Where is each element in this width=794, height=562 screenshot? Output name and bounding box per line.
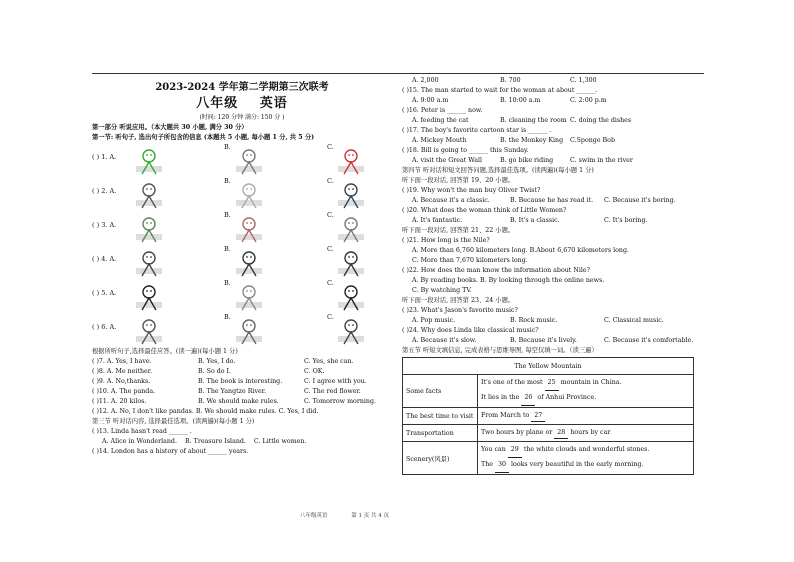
- option-a: A. Pop music.: [412, 317, 456, 324]
- question-row: [92, 377, 392, 387]
- row-content: [478, 425, 694, 442]
- option-a: A. Because it's slow.: [412, 337, 477, 344]
- option-b: B. 10:00 a.m: [500, 97, 541, 104]
- row-content: [478, 442, 694, 475]
- question-21-option-c: C. More than 7,670 kilometers long.: [412, 257, 528, 264]
- option-b: B. The Yangtze River.: [198, 388, 267, 395]
- section5-heading: 第五节 听短文填信息, 完成表格与思维导图, 每空仅填一词。（读三遍）: [402, 347, 598, 354]
- option-c-label: C.: [327, 279, 334, 287]
- question-15: ( )15. The man started to wait for the woman at about ______.: [402, 87, 598, 94]
- section2-heading: 根据所听句子,选择最佳应答。(读一遍)(每小题 1 分): [92, 348, 238, 355]
- answer-blank[interactable]: 30: [495, 458, 509, 473]
- option-a: ( )9. A. No,thanks.: [92, 378, 151, 385]
- page-footer: [300, 511, 411, 519]
- option-b-label: B.: [224, 279, 231, 287]
- table-row: [403, 408, 694, 425]
- box-icon: [134, 180, 164, 210]
- picture-question-row: [92, 143, 392, 177]
- option-b: B. The book is interesting.: [198, 378, 283, 385]
- exam-title: 2023-2024 学年第二学期第三次联考: [155, 82, 329, 93]
- question-19: ( )19. Why won't the man buy Oliver Twist?: [402, 187, 541, 194]
- section3-heading: 第三节 听对话内容, 选择最佳选项。(读两遍)(每小题 1 分): [92, 418, 255, 425]
- option-b: B. We should make rules.: [198, 398, 279, 405]
- option-c-label: C.: [327, 245, 334, 253]
- fan-icon: [336, 316, 366, 346]
- option-b: B. Rock music.: [510, 317, 558, 324]
- answer-blank[interactable]: 25: [545, 376, 559, 391]
- cat-icon: [234, 282, 264, 312]
- option-b-label: B.: [224, 245, 231, 253]
- picture-question-row: [92, 279, 392, 313]
- question-14: ( )14. London has a history of about ______ years.: [92, 448, 249, 455]
- option-a: A. Because it's a classic.: [412, 197, 490, 204]
- question-20: ( )20. What does the woman think of Little Women?: [402, 207, 567, 214]
- option-a: ( )11. A. 20 kilos.: [92, 398, 147, 405]
- option-b: B. Because he has read it.: [510, 197, 594, 204]
- table-header: The Yellow Mountain: [403, 358, 694, 375]
- bird-icon: [336, 282, 366, 312]
- content-line: [481, 458, 690, 473]
- picture-question-row: [92, 177, 392, 211]
- line-pre: It lies in the: [481, 394, 520, 401]
- boy-icon: [336, 180, 366, 210]
- question-number: ( ) 6. A.: [92, 323, 117, 331]
- option-c: C. Yes, she can.: [304, 358, 354, 365]
- option-b: B. It's a classic.: [510, 217, 560, 224]
- picture-question-row: [92, 313, 392, 347]
- footer-subject: 八年级英语: [300, 513, 328, 519]
- option-b-label: B.: [224, 211, 231, 219]
- option-a: A. It's fantastic.: [412, 217, 463, 224]
- content-line: [481, 411, 690, 422]
- option-c: C.Sponge Bob: [570, 137, 615, 144]
- option-c: C. OK.: [304, 368, 325, 375]
- question-number: ( ) 2. A.: [92, 187, 117, 195]
- question-21-options-ab: A. More than 6,760 kilometers long. B.About 6,670 kilometers long.: [412, 247, 630, 254]
- part1-heading: 第一部分 听说应用。（本大题共 30 小题, 满分 30 分）: [92, 124, 248, 131]
- line-pre: Two hours by plane or: [481, 428, 553, 436]
- option-a: A. 9:00 a.m: [412, 97, 449, 104]
- section1-heading: 第一节: 听句子, 选出句子所包含的信息 (本题共 5 小题, 每小题 1 分, 共 5 分): [92, 134, 315, 141]
- option-c: C. Because it's boring.: [604, 197, 676, 204]
- option-c: C. swim in the river: [570, 157, 633, 164]
- yellow-mountain-table: [402, 357, 694, 475]
- stack-icon: [234, 180, 264, 210]
- options-row: [402, 196, 704, 206]
- line-post: of Anhui Province.: [537, 394, 597, 401]
- footer-page: 第 1 页 共 4 页: [351, 513, 390, 519]
- options-row: [402, 336, 704, 346]
- top-rule: [92, 73, 704, 74]
- table-row: [403, 442, 694, 475]
- option-c-label: C.: [327, 211, 334, 219]
- options-row: [402, 96, 704, 106]
- answer-blank[interactable]: 26: [521, 391, 535, 406]
- content-line: [481, 443, 690, 458]
- answer-blank[interactable]: 27: [531, 411, 545, 422]
- grade-subject: [92, 95, 392, 113]
- question-14-options: [402, 76, 704, 86]
- question-row: [92, 367, 392, 377]
- picture-questions: [92, 143, 392, 347]
- option-b-label: B.: [224, 177, 231, 185]
- option-a: ( )7. A. Yes, I have.: [92, 358, 152, 365]
- line-pre: From March to: [481, 411, 530, 419]
- options-row: [402, 156, 704, 166]
- table-row: [403, 375, 694, 408]
- option-a: ( )8. A. Me neither.: [92, 368, 153, 375]
- row-key: Transportation: [403, 425, 478, 442]
- line-post: looks very beautiful in the early morning.: [511, 461, 644, 468]
- balloon-icon: [336, 146, 366, 176]
- content-line: [481, 391, 690, 406]
- question-13: ( )13. Linda hasn't read ______ .: [92, 428, 192, 435]
- question-13-options: [92, 437, 392, 447]
- row-key: Some facts: [403, 375, 478, 408]
- option-a: A. feeding the cat: [412, 117, 469, 124]
- line-post: mountain in China.: [560, 379, 622, 386]
- option-b: B. 700: [500, 77, 521, 84]
- option-c: C. 1,300: [570, 77, 597, 84]
- section4-heading: 第四节 听对话和短文回答问题,选择最佳选项。(读两遍)(每小题 1 分): [402, 167, 594, 174]
- option-c-label: C.: [327, 177, 334, 185]
- option-c: C. Classical music.: [604, 317, 664, 324]
- option-b: B. Treasure Island.: [184, 438, 246, 445]
- options-row: [402, 316, 704, 326]
- options-row: [402, 116, 704, 126]
- option-b-label: B.: [224, 313, 231, 321]
- question-22-options-ab: A. By reading books. B. By looking through the online news.: [412, 277, 605, 284]
- content-line: [481, 376, 690, 391]
- option-a: A. 2,000: [412, 77, 439, 84]
- line-pre: The: [481, 461, 493, 468]
- option-c: C. Little women.: [253, 438, 307, 445]
- row-key: Scenery(风景): [403, 442, 478, 475]
- option-b: B. go bike riding: [500, 157, 554, 164]
- right-questions: [402, 86, 704, 356]
- option-a: A. Mickey Mouth: [412, 137, 467, 144]
- listen-instruction-1: 听下面一段对话, 回答第 19、20 小题。: [402, 177, 515, 184]
- student-desk-icon: [134, 248, 164, 278]
- answer-blank[interactable]: 28: [554, 428, 568, 439]
- row-content: [478, 408, 694, 425]
- question-18: ( )18. Bill is going to ______ this Sunday.: [402, 147, 529, 154]
- question-row: [92, 397, 392, 407]
- options-row: [402, 136, 704, 146]
- cart-icon: [234, 316, 264, 346]
- question-12: ( )12. A. No, I don't like pandas. B. We should make rules. C. Yes, I did.: [92, 408, 319, 415]
- option-c: C. The red flower.: [304, 388, 361, 395]
- listen-instruction-2: 听下面一段对话, 回答第 21、22 小题。: [402, 227, 515, 234]
- kids-icon: [134, 316, 164, 346]
- option-a: A. visit the Great Wall: [412, 157, 482, 164]
- line-post: hours by car: [570, 428, 611, 436]
- picture-question-row: [92, 245, 392, 279]
- girl-icon: [234, 214, 264, 244]
- right-column: [402, 76, 704, 475]
- panda-icon: [134, 282, 164, 312]
- option-b: B. Yes, I do.: [198, 358, 236, 365]
- question-number: ( ) 5. A.: [92, 289, 117, 297]
- question-24: ( )24. Why does Linda like classical music?: [402, 327, 539, 334]
- grade-label: 八年级: [196, 96, 239, 111]
- option-c: C. 2:00 p.m: [570, 97, 607, 104]
- line-post: the white clouds and wonderful stones.: [523, 446, 650, 453]
- option-c-label: C.: [327, 313, 334, 321]
- question-17: ( )17. The boy's favorite cartoon star is ______ .: [402, 127, 552, 134]
- question-21: ( )21. How long is the Nile?: [402, 237, 490, 244]
- row-content: [478, 375, 694, 408]
- option-b: B. So do I.: [198, 368, 232, 375]
- table-row: [403, 425, 694, 442]
- line-pre: It's one of the most: [481, 379, 543, 386]
- option-a: A. Alice in Wonderland.: [102, 438, 177, 445]
- left-column: [92, 76, 392, 457]
- option-c-label: C.: [327, 143, 334, 151]
- question-number: ( ) 4. A.: [92, 255, 117, 263]
- option-b: B. cleaning the room: [500, 117, 567, 124]
- picture-question-row: [92, 211, 392, 245]
- answer-blank[interactable]: 29: [508, 443, 522, 458]
- question-23: ( )23. What's Jason's favorite music?: [402, 307, 518, 314]
- question-22: ( )22. How does the man know the information about Nile?: [402, 267, 590, 274]
- golf-icon: [134, 214, 164, 244]
- option-c: C. I agree with you.: [304, 378, 367, 385]
- boy-head-icon: [336, 248, 366, 278]
- option-b: B. Because it's lively.: [510, 337, 577, 344]
- question-row: [92, 357, 392, 367]
- question-row: [92, 387, 392, 397]
- question-22-option-c: C. By watching TV.: [412, 287, 472, 294]
- row-key: The best time to visit: [403, 408, 478, 425]
- option-a: ( )10. A. The panda.: [92, 388, 156, 395]
- content-line: [481, 428, 690, 439]
- bench-icon: [234, 146, 264, 176]
- question-16: ( )16. Peter is ______ now.: [402, 107, 483, 114]
- subject-label: 英语: [259, 96, 288, 111]
- boy-face-icon: [234, 248, 264, 278]
- option-b-label: B.: [224, 143, 231, 151]
- option-c: C. Because it's comfortable.: [604, 337, 694, 344]
- park-icon: [336, 214, 366, 244]
- response-questions: [92, 357, 392, 407]
- option-c: C. doing the dishes: [570, 117, 632, 124]
- question-number: ( ) 3. A.: [92, 221, 117, 229]
- question-number: ( ) 1. A.: [92, 153, 117, 161]
- line-pre: You can: [481, 446, 506, 453]
- flag-icon: [134, 146, 164, 176]
- options-row: [402, 216, 704, 226]
- option-c: C. Tomorrow morning.: [304, 398, 376, 405]
- time-info: (时间: 120 分钟 满分: 150 分 ): [199, 114, 285, 121]
- option-b: B. the Monkey King: [500, 137, 564, 144]
- listen-instruction-3: 听下面一段对话, 回答第 23、24 小题。: [402, 297, 515, 304]
- option-c: C. It's boring.: [604, 217, 648, 224]
